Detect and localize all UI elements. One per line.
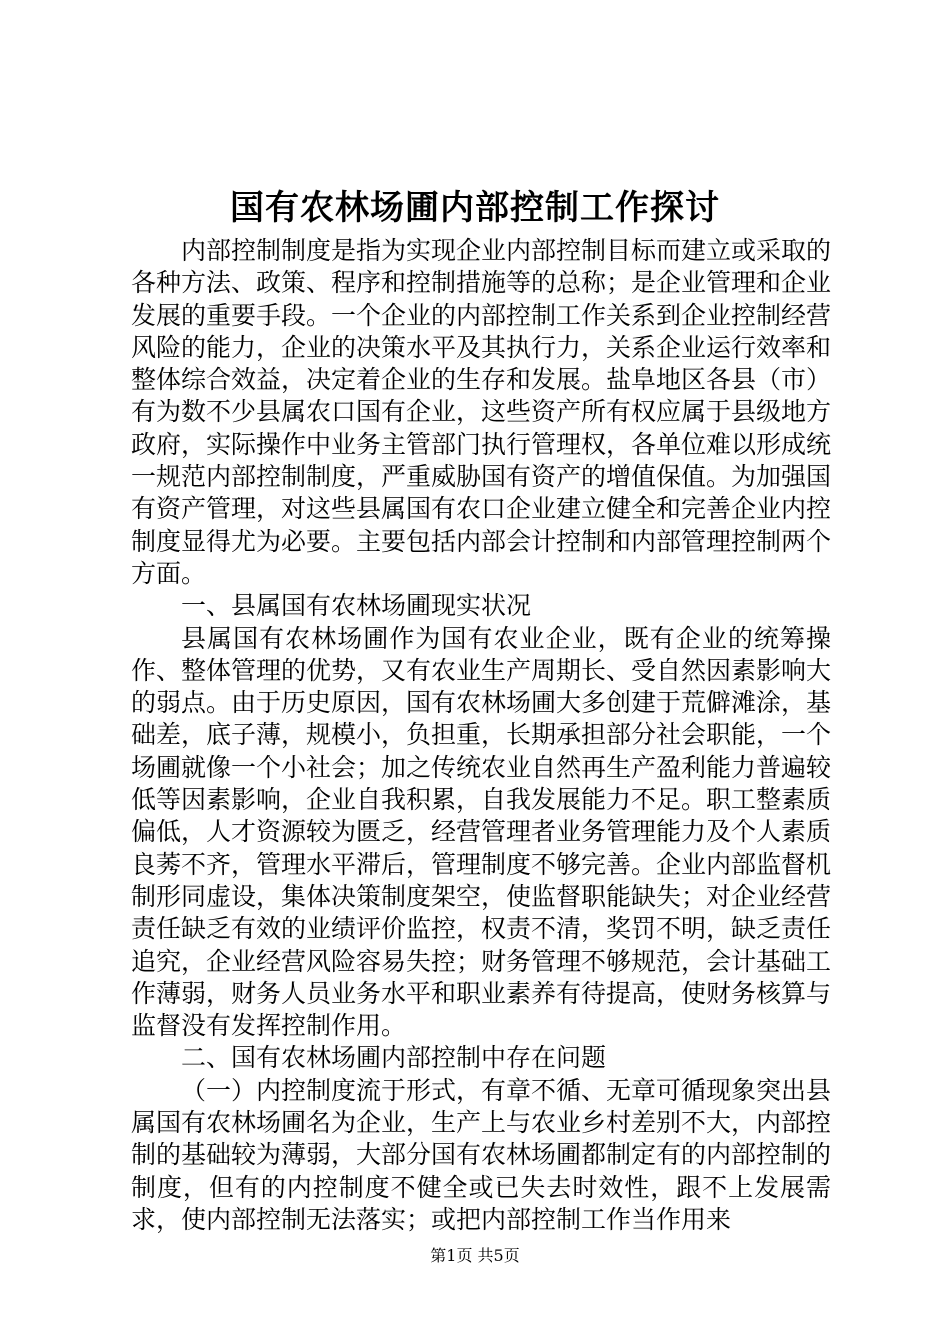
paragraph-intro: 内部控制制度是指为实现企业内部控制目标而建立或采取的各种方法、政策、程序和控制措施等的总称；是企业管理和企业发展的重要手段。一个企业的内部控制工作关系到企业控制经营风险的能力，企业的决策水平及其执行力，关系企业运行效率和整体综合效益，决定着企业的生存和发展。盐阜地区各县（市）有为数不少县属农口国有企业，这些资产所有权应属于县级地方政府，实际操作中业务主管部门执行管理权，各单位难以形成统一规范内部控制制度，严重威胁国有资产的增值保值。为加强国有资产管理，对这些县属国有农口企业建立健全和完善企业内控制度显得尤为必要。主要包括内部会计控制和内部管理控制两个方面。 — [131, 236, 832, 588]
document-title: 国有农林场圃内部控制工作探讨 — [230, 188, 720, 228]
paragraph-current-status: 县属国有农林场圃作为国有农业企业，既有企业的统筹操作、整体管理的优势，又有农业生产周期长、受自然因素影响大的弱点。由于历史原因，国有农林场圃大多创建于荒僻滩涂，基础差，底子薄，规模小，负担重，长期承担部分社会职能，一个场圃就像一个小社会；加之传统农业自然再生产盈利能力普遍较低等因素影响，企业自我积累，自我发展能力不足。职工整素质偏低，人才资源较为匮乏，经营管理者业务管理能力及个人素质良莠不齐，管理水平滞后，管理制度不够完善。企业内部监督机制形同虚设，集体决策制度架空，使监督职能缺失；对企业经营责任缺乏有效的业绩评价监控，权责不清，奖罚不明，缺乏责任追究，企业经营风险容易失控；财务管理不够规范，会计基础工作薄弱，财务人员业务水平和职业素养有待提高，使财务核算与监督没有发挥控制作用。 — [131, 623, 832, 1041]
paragraph-problem-1: （一）内控制度流于形式，有章不循、无章可循现象突出县属国有农林场圃名为企业，生产上与农业乡村差别不大，内部控制的基础较为薄弱，大部分国有农林场圃都制定有的内部控制的制度，但有的内控制度不健全或已失去时效性，跟不上发展需求，使内部控制无法落实；或把内部控制工作当作用来 — [131, 1075, 832, 1234]
document-body — [131, 235, 831, 1236]
section-heading-2: 二、国有农林场圃内部控制中存在问题 — [181, 1043, 607, 1073]
page-footer: 第1页 共5页 — [430, 1246, 520, 1265]
section-heading-1: 一、县属国有农林场圃现实状况 — [181, 591, 532, 621]
